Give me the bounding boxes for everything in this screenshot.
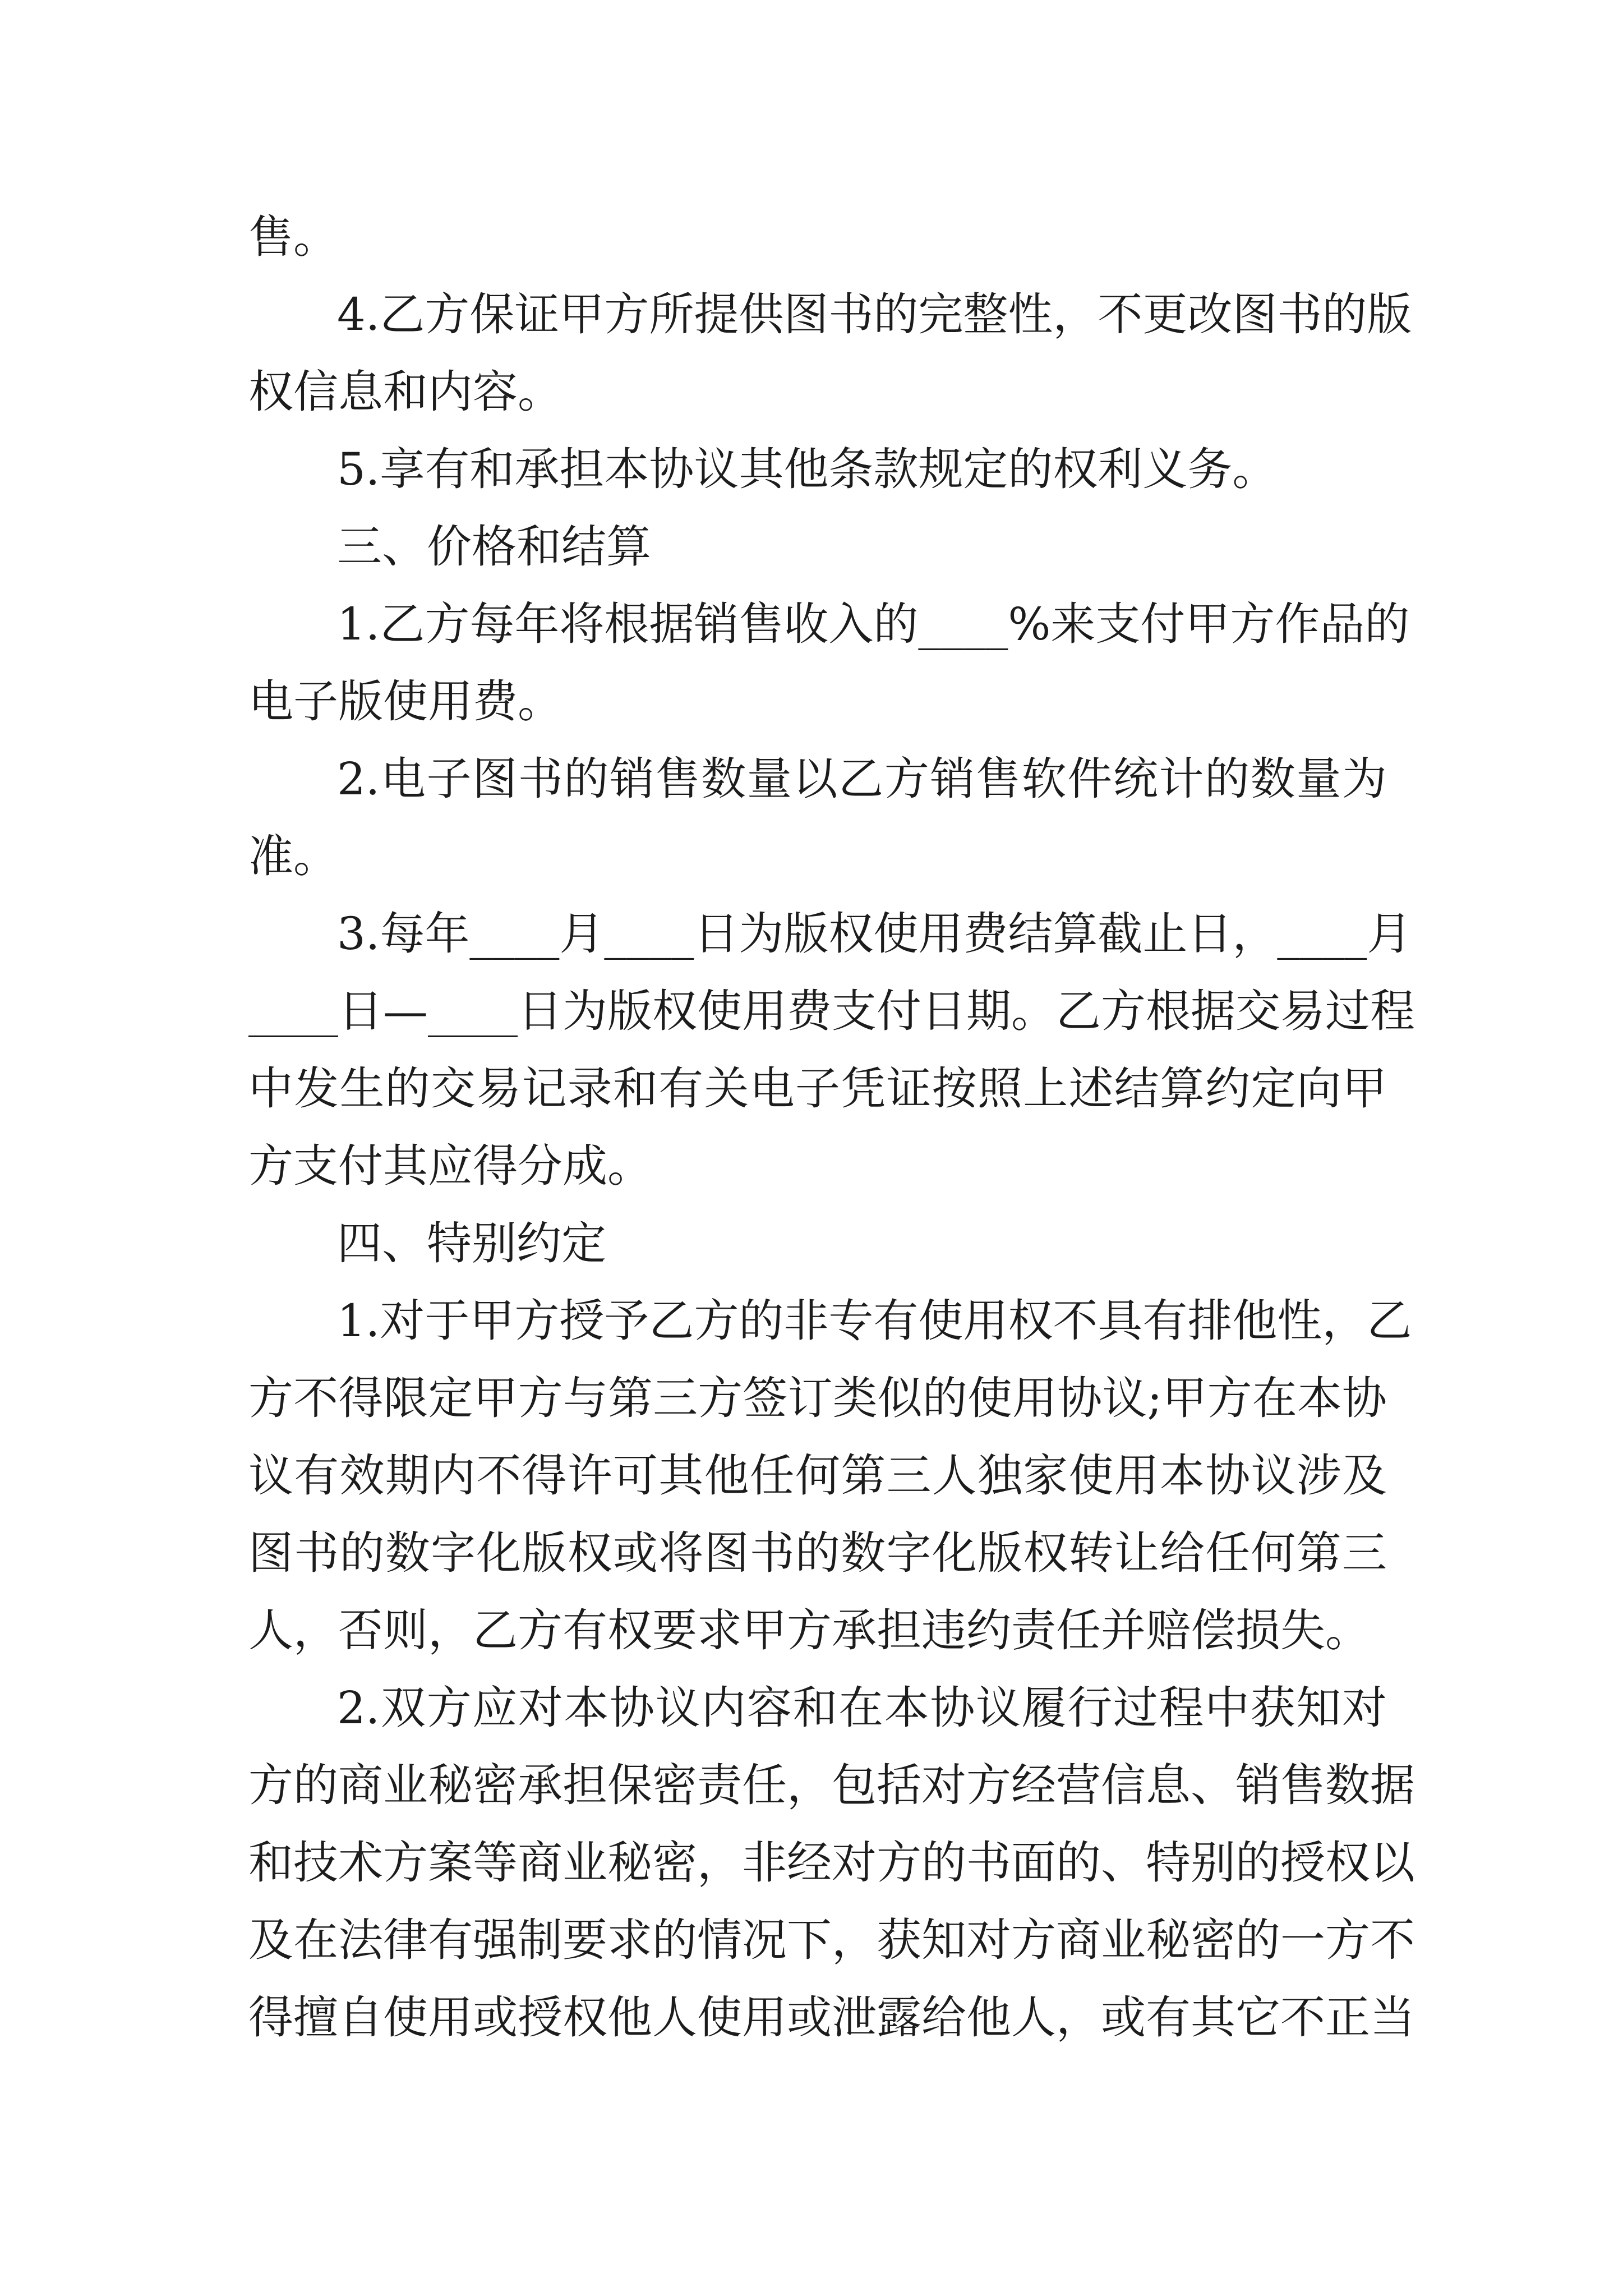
clause-2-4-line-1: 4.乙方保证甲方所提供图书的完整性，不更改图书的版 bbox=[337, 288, 1412, 341]
clause-4-2-line-4: 及在法律有强制要求的情况下，获知对方商业秘密的一方不 bbox=[248, 1914, 1415, 1966]
clause-4-1-line-4: 图书的数字化版权或将图书的数字化版权转让给任何第三 bbox=[248, 1527, 1387, 1579]
clause-4-2-line-5: 得擅自使用或授权他人使用或泄露给他人，或有其它不正当 bbox=[248, 1991, 1415, 2044]
clause-3-2-line-2: 准。 bbox=[248, 830, 338, 882]
clause-3-3-line-3: 中发生的交易记录和有关电子凭证按照上述结算约定向甲 bbox=[248, 1062, 1387, 1115]
text-line: 售。 bbox=[248, 211, 338, 263]
clause-4-2-line-3: 和技术方案等商业秘密，非经对方的书面的、特别的授权以 bbox=[248, 1837, 1415, 1889]
clause-3-3-line-1: 3.每年____月____日为版权使用费结算截止日，____月 bbox=[337, 908, 1412, 960]
clause-3-3-line-2: ____日—____日为版权使用费支付日期。乙方根据交易过程 bbox=[248, 985, 1415, 1037]
section-heading-price: 三、价格和结算 bbox=[337, 521, 651, 573]
clause-3-1-line-2: 电子版使用费。 bbox=[248, 675, 562, 728]
clause-3-1-line-1: 1.乙方每年将根据销售收入的____%来支付甲方作品的 bbox=[337, 598, 1410, 650]
clause-2-5: 5.享有和承担本协议其他条款规定的权利义务。 bbox=[337, 443, 1278, 495]
section-heading-special: 四、特别约定 bbox=[337, 1217, 606, 1269]
clause-3-3-line-4: 方支付其应得分成。 bbox=[248, 1140, 652, 1192]
clause-4-2-line-2: 方的商业秘密承担保密责任，包括对方经营信息、销售数据 bbox=[248, 1759, 1415, 1811]
clause-4-2-line-1: 2.双方应对本协议内容和在本协议履行过程中获知对 bbox=[337, 1682, 1387, 1734]
clause-3-2-line-1: 2.电子图书的销售数量以乙方销售软件统计的数量为 bbox=[337, 753, 1387, 805]
clause-4-1-line-5: 人，否则，乙方有权要求甲方承担违约责任并赔偿损失。 bbox=[248, 1604, 1370, 1657]
clause-2-4-line-2: 权信息和内容。 bbox=[248, 366, 562, 418]
clause-4-1-line-1: 1.对于甲方授予乙方的非专有使用权不具有排他性，乙 bbox=[337, 1295, 1412, 1347]
clause-4-1-line-2: 方不得限定甲方与第三方签订类似的使用协议;甲方在本协 bbox=[248, 1372, 1387, 1424]
clause-4-1-line-3: 议有效期内不得许可其他任何第三人独家使用本协议涉及 bbox=[248, 1450, 1387, 1502]
